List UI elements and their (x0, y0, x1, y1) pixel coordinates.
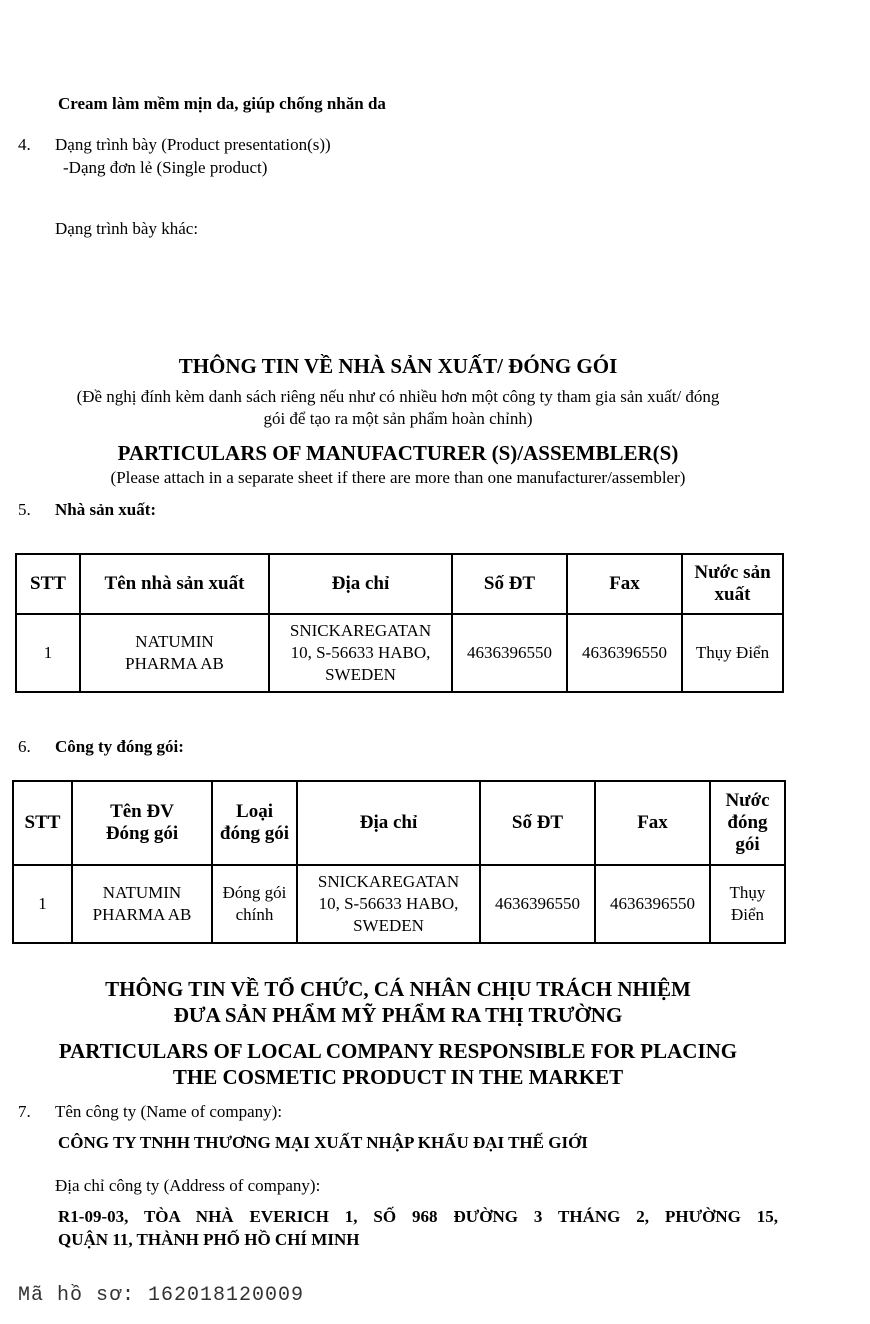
header-country (682, 554, 783, 614)
section-4-number: 4. (18, 135, 31, 154)
manufacturer-note-en: (Please attach in a separate sheet if there are more than one manufacturer/assembler) (110, 468, 686, 487)
cell-phone: 4636396550 (452, 614, 567, 692)
header-country-line1: Nước (725, 790, 770, 811)
header-country-line2: xuất (714, 584, 751, 605)
manufacturer-note-vn-line2: gói để tạo ra một sản phẩm hoàn chỉnh) (263, 409, 533, 428)
cell-name-line1: NATUMIN (102, 883, 182, 902)
cell-type (212, 865, 297, 943)
header-stt: STT (16, 554, 80, 614)
cell-fax: 4636396550 (595, 865, 710, 943)
assembler-table-header (13, 781, 785, 865)
section-4-title: Dạng trình bày (Product presentation(s)) (55, 135, 331, 154)
header-assembly-type-line1: Loại (236, 801, 273, 822)
header-fax: Fax (595, 781, 710, 865)
local-company-title-vn-line1: THÔNG TIN VỀ TỔ CHỨC, CÁ NHÂN CHỊU TRÁCH NHIỆM (105, 977, 691, 1001)
cell-country-line1: Thụy (729, 883, 766, 902)
product-description: Cream làm mềm mịn da, giúp chống nhăn da (58, 94, 386, 113)
cell-address-line1: SNICKAREGATAN (289, 621, 432, 640)
header-country (710, 781, 785, 865)
manufacturer-note-vn-line1: (Đề nghị đính kèm danh sách riêng nếu như có nhiều hơn một công ty tham gia sản xuất/ đóng (76, 387, 720, 406)
section-5-number: 5. (18, 500, 31, 519)
cell-name-line2: PHARMA AB (92, 905, 192, 924)
cell-phone: 4636396550 (480, 865, 595, 943)
local-company-title-vn-line2: ĐƯA SẢN PHẨM MỸ PHẨM RA THỊ TRƯỜNG (173, 1003, 623, 1027)
company-name-value: CÔNG TY TNHH THƯƠNG MẠI XUẤT NHẬP KHẨU ĐẠI THẾ GIỚI (58, 1133, 588, 1152)
local-company-title-en-line1: PARTICULARS OF LOCAL COMPANY RESPONSIBLE FOR PLACING (58, 1039, 738, 1063)
header-phone: Số ĐT (480, 781, 595, 865)
manufacturer-title-en: PARTICULARS OF MANUFACTURER (S)/ASSEMBLER(S) (117, 441, 679, 465)
section-4-item: -Dạng đơn lẻ (Single product) (63, 158, 268, 177)
manufacturer-table (15, 553, 784, 693)
header-fax: Fax (567, 554, 682, 614)
cell-address (297, 865, 480, 943)
section-5-title: Nhà sản xuất: (55, 500, 157, 519)
header-manufacturer-name: Tên nhà sản xuất (80, 554, 269, 614)
table-row (13, 865, 785, 943)
cell-name-line2: PHARMA AB (125, 654, 224, 673)
cell-stt: 1 (13, 865, 72, 943)
section-6-number: 6. (18, 737, 31, 756)
header-country-line2: đóng (727, 812, 768, 833)
cell-address-line3: SWEDEN (353, 916, 424, 935)
header-assembler-name (72, 781, 212, 865)
header-assembly-type-line2: đóng gói (219, 823, 290, 844)
cell-name (80, 614, 269, 692)
header-address: Địa chỉ (269, 554, 452, 614)
cell-name (72, 865, 212, 943)
manufacturer-title-vn: THÔNG TIN VỀ NHÀ SẢN XUẤT/ ĐÓNG GÓI (178, 354, 618, 378)
company-address-line1: R1-09-03, TÒA NHÀ EVERICH 1, SỐ 968 ĐƯỜNG 3 THÁNG 2, PHƯỜNG 15, (58, 1207, 778, 1226)
assembler-table (12, 780, 786, 944)
cell-type-line2: chính (235, 905, 274, 924)
section-7-number: 7. (18, 1102, 31, 1121)
manufacturer-table-header (16, 554, 783, 614)
cell-fax: 4636396550 (567, 614, 682, 692)
cell-country-line2: Điển (730, 905, 765, 924)
cell-country (710, 865, 785, 943)
section-4-other: Dạng trình bày khác: (55, 219, 199, 238)
table-row (16, 614, 783, 692)
cell-country: Thụy Điển (682, 614, 783, 692)
record-code: Mã hồ sơ: 162018120009 (18, 1284, 305, 1307)
header-stt: STT (13, 781, 72, 865)
cell-stt: 1 (16, 614, 80, 692)
header-assembler-name-line1: Tên ĐV (110, 801, 174, 822)
cell-name-line1: NATUMIN (135, 632, 214, 651)
header-country-line1: Nước sản (694, 562, 771, 583)
section-6-title: Công ty đóng gói: (55, 737, 184, 756)
header-phone: Số ĐT (452, 554, 567, 614)
cell-type-line1: Đóng gói (222, 883, 287, 902)
header-country-line3: gói (735, 834, 760, 855)
cell-address-line1: SNICKAREGATAN (317, 872, 460, 891)
cell-address (269, 614, 452, 692)
company-address-line2: QUẬN 11, THÀNH PHỐ HỒ CHÍ MINH (58, 1230, 360, 1249)
cell-address-line2: 10, S-56633 HABO, (290, 643, 431, 662)
company-name-label: Tên công ty (Name of company): (55, 1102, 283, 1121)
header-assembly-type (212, 781, 297, 865)
header-address: Địa chỉ (297, 781, 480, 865)
company-address-label: Địa chỉ công ty (Address of company): (55, 1176, 321, 1195)
header-assembler-name-line2: Đóng gói (105, 823, 179, 844)
cell-address-line3: SWEDEN (325, 665, 396, 684)
local-company-title-en-line2: THE COSMETIC PRODUCT IN THE MARKET (172, 1065, 624, 1089)
cell-address-line2: 10, S-56633 HABO, (318, 894, 459, 913)
